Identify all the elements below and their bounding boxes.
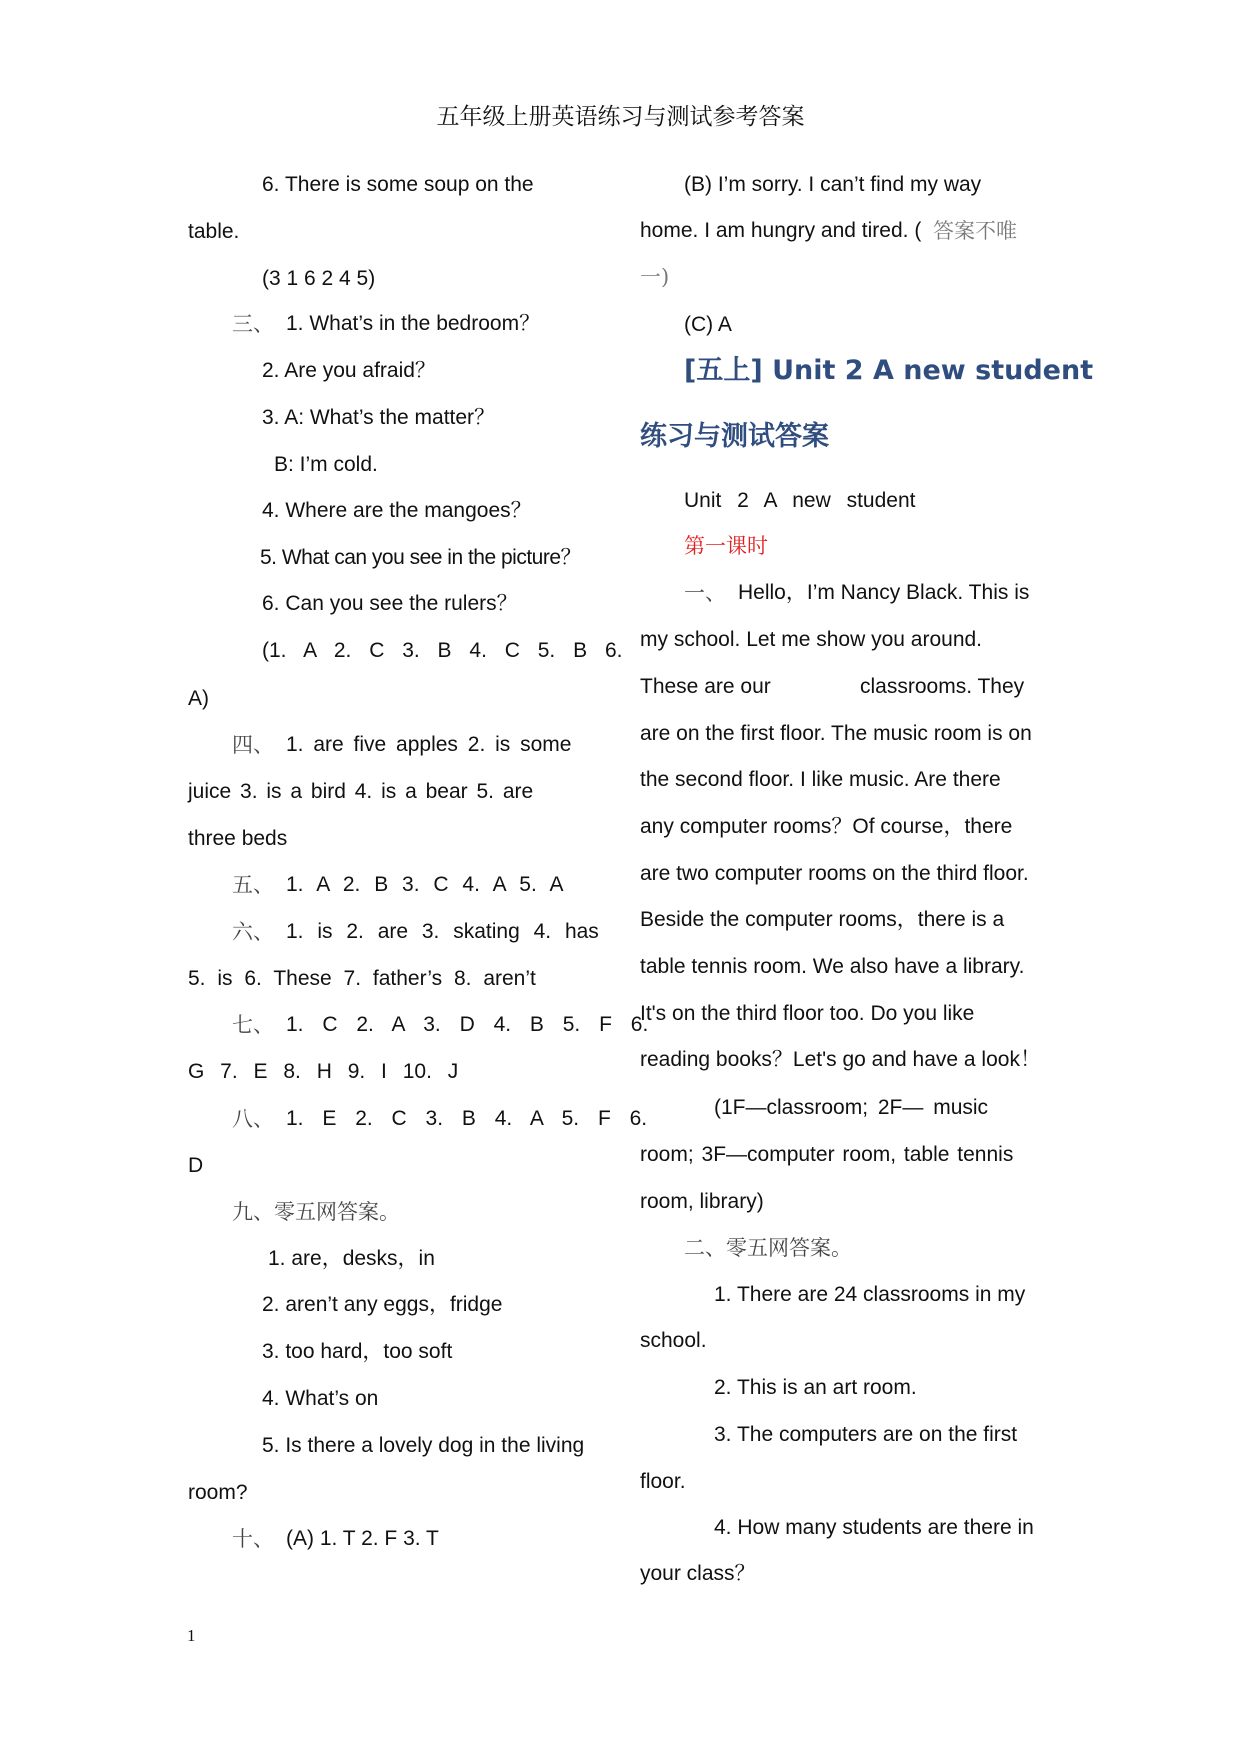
answer-line: home. I am hungry and tired. ( bbox=[640, 219, 922, 242]
page-number: 1 bbox=[187, 1626, 196, 1645]
section-marker: 十、 bbox=[232, 1527, 274, 1551]
section-marker: 一、 bbox=[684, 581, 726, 605]
note-text: 一) bbox=[640, 265, 670, 289]
page-title: 五年级上册英语练习与测试参考答案 bbox=[436, 104, 805, 130]
answer-line: 3. A: What’s the matter？ bbox=[262, 406, 496, 429]
section-marker: 六、 bbox=[232, 920, 274, 944]
answer-line: (B) I’m sorry. I can’t find my way bbox=[684, 173, 982, 196]
answer-line: (3 1 6 2 4 5) bbox=[262, 267, 376, 290]
answer-line: table. bbox=[188, 220, 240, 243]
answer-line: 3. too hard，too soft bbox=[262, 1340, 453, 1363]
answer-line: your class？ bbox=[640, 1562, 756, 1585]
answer-line: 2. Are you afraid？ bbox=[262, 359, 436, 382]
answer-line: 6. There is some soup on the bbox=[262, 173, 534, 196]
section-marker: 七、 bbox=[232, 1013, 274, 1037]
answer-line: table tennis room. We also have a library. bbox=[640, 955, 1025, 978]
section-marker: 三、 bbox=[232, 312, 274, 336]
answer-line: 4. Where are the mangoes？ bbox=[262, 499, 532, 522]
section-marker: 八、 bbox=[232, 1107, 274, 1131]
answer-line: are two computer rooms on the third floor. bbox=[640, 862, 1029, 885]
answer-line: It's on the third floor too. Do you like bbox=[640, 1002, 975, 1025]
answer-line: 2. This is an art room. bbox=[714, 1376, 917, 1399]
answer-line: D bbox=[188, 1154, 204, 1177]
answer-line: 1. are，desks，in bbox=[268, 1247, 435, 1270]
answer-line: (1F—classroom; 2F— music bbox=[714, 1096, 989, 1119]
answer-line: three beds bbox=[188, 827, 288, 850]
answer-line: 4. What’s on bbox=[262, 1387, 379, 1410]
answer-line: 5. is 6. These 7. father’s 8. aren’t bbox=[188, 967, 536, 990]
answer-line: are on the first floor. The music room is on bbox=[640, 722, 1032, 745]
answer-line: (C) A bbox=[684, 313, 732, 336]
answer-line: A) bbox=[188, 687, 209, 710]
answer-line: 2. aren’t any eggs，fridge bbox=[262, 1293, 503, 1316]
answer-line: the second floor. I like music. Are there bbox=[640, 768, 1001, 791]
answer-line: Beside the computer rooms，there is a bbox=[640, 908, 1005, 931]
note-text: 答案不唯 bbox=[933, 219, 1017, 243]
answer-line: room? bbox=[188, 1481, 248, 1504]
answer-line: 1. A 2. B 3. C 4. A 5. A bbox=[286, 873, 564, 896]
answer-line: classrooms. They bbox=[860, 675, 1025, 698]
answer-line: 6. Can you see the rulers？ bbox=[262, 592, 518, 615]
answer-line: any computer rooms？Of course，there bbox=[640, 815, 1013, 838]
answer-line: 1. E 2. C 3. B 4. A 5. F 6. bbox=[286, 1107, 648, 1130]
answer-line: Hello，I’m Nancy Black. This is bbox=[738, 581, 1030, 604]
answer-line: (A) 1. T 2. F 3. T bbox=[286, 1527, 439, 1550]
answer-line: 3. The computers are on the first bbox=[714, 1423, 1018, 1446]
answer-line: school. bbox=[640, 1329, 707, 1352]
section-marker: 九、零五网答案。 bbox=[232, 1200, 400, 1224]
answer-line: juice 3. is a bird 4. is a bear 5. are bbox=[188, 780, 534, 803]
answer-line: (1. A 2. C 3. B 4. C 5. B 6. bbox=[262, 639, 623, 662]
answer-line: 1. is 2. are 3. skating 4. has bbox=[286, 920, 599, 943]
section-marker: 四、 bbox=[232, 733, 274, 757]
answer-line: room; 3F—computer room, table tennis bbox=[640, 1143, 1014, 1166]
answer-line: 1. What’s in the bedroom？ bbox=[286, 312, 541, 335]
answer-line: G 7. E 8. H 9. I 10. J bbox=[188, 1060, 459, 1083]
answer-line: 5. What can you see in the picture？ bbox=[260, 546, 582, 569]
unit-subheading: 练习与测试答案 bbox=[640, 421, 829, 452]
answer-line: 1. are five apples 2. is some bbox=[286, 733, 572, 756]
answer-line: floor. bbox=[640, 1470, 686, 1493]
unit-label: Unit 2 A new student bbox=[684, 489, 916, 512]
section-marker: 五、 bbox=[232, 873, 274, 897]
answer-line: These are our bbox=[640, 675, 771, 698]
answer-line: reading books？Let's go and have a look！ bbox=[640, 1048, 1041, 1071]
unit-heading: [五上] Unit 2 A new student bbox=[684, 355, 1094, 386]
answer-line: B: I’m cold. bbox=[274, 453, 378, 476]
answer-line: 5. Is there a lovely dog in the living bbox=[262, 1434, 585, 1457]
lesson-label: 第一课时 bbox=[684, 534, 768, 558]
answer-line: room, library) bbox=[640, 1190, 764, 1213]
answer-line: my school. Let me show you around. bbox=[640, 628, 983, 651]
answer-line: 4. How many students are there in bbox=[714, 1516, 1034, 1539]
answer-line: 1. C 2. A 3. D 4. B 5. F 6. bbox=[286, 1013, 649, 1036]
answer-line: 1. There are 24 classrooms in my bbox=[714, 1283, 1026, 1306]
section-marker: 二、零五网答案。 bbox=[684, 1236, 852, 1260]
